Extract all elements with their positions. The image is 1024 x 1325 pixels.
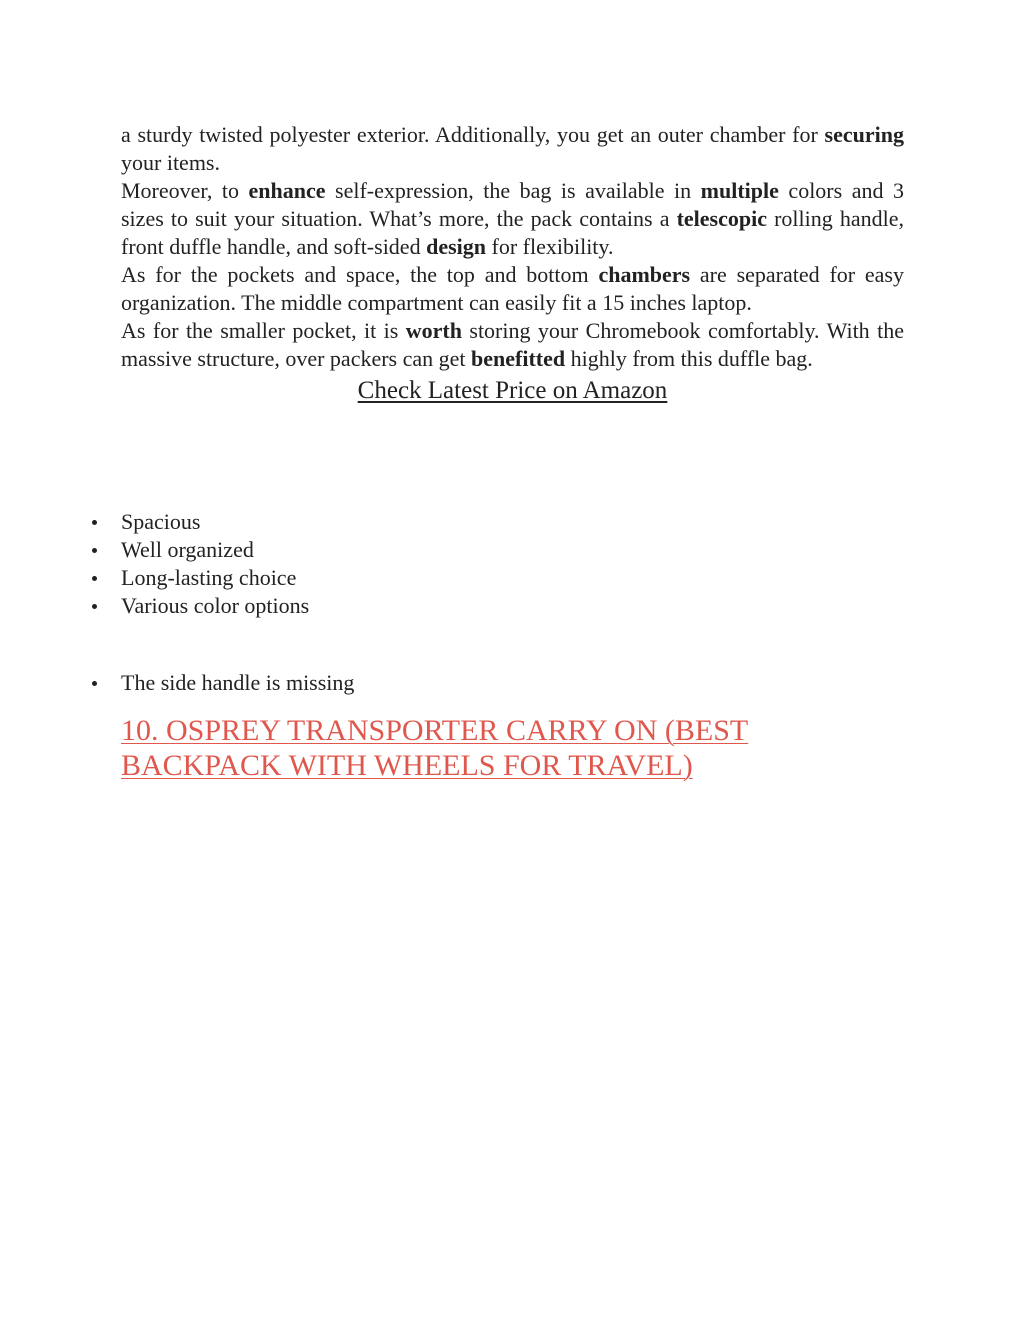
list-item: [121, 508, 904, 536]
bullet-icon: [92, 520, 97, 525]
check-price-link[interactable]: Check Latest Price on Amazon: [357, 377, 668, 404]
bold-term: securing: [824, 122, 904, 147]
bullet-icon: [92, 548, 97, 553]
product-heading-link[interactable]: 10. OSPREY TRANSPORTER CARRY ON (BEST BACKPACK WITH WHEELS FOR TRAVEL): [121, 714, 749, 782]
pros-item-label: Spacious: [121, 509, 201, 534]
bold-term: telescopic: [676, 206, 767, 231]
paragraph: [121, 317, 904, 373]
bold-term: design: [426, 234, 486, 259]
paragraph: [121, 261, 904, 317]
pros-list: [121, 508, 904, 620]
bold-term: multiple: [700, 178, 779, 203]
list-item: [121, 669, 904, 697]
text-run: for flexibility.: [486, 234, 614, 259]
text-run: are separated for easy organization. The middle compartment can easily fit a 15 inches laptop.: [121, 262, 904, 315]
bold-term: worth: [405, 318, 462, 343]
bold-term: chambers: [598, 262, 691, 287]
bullet-icon: [92, 576, 97, 581]
cta-container: [121, 377, 904, 405]
text-run: storing your Chromebook comfortably. With the massive structure, over packers can get: [121, 318, 904, 371]
text-run: self-expression, the bag is available in: [325, 178, 701, 203]
pros-item-label: Various color options: [121, 593, 310, 618]
cons-item-label: The side handle is missing: [121, 670, 355, 695]
article-body: [121, 121, 904, 405]
paragraph-group: [121, 121, 904, 373]
list-item: [121, 564, 904, 592]
text-run: rolling handle, front duffle handle, and soft-sided: [121, 206, 904, 259]
bold-term: enhance: [248, 178, 326, 203]
text-run: Moreover, to: [121, 178, 249, 203]
text-run: As for the pockets and space, the top and bottom: [121, 262, 599, 287]
text-run: a sturdy twisted polyester exterior. Additionally, you get an outer chamber for: [121, 122, 825, 147]
cons-list: [121, 669, 904, 697]
text-run: colors and 3 sizes to suit your situation. What’s more, the pack contains a: [121, 178, 904, 231]
list-item: [121, 592, 904, 620]
bold-term: benefitted: [471, 346, 566, 371]
bullet-icon: [92, 604, 97, 609]
text-run: As for the smaller pocket, it is: [121, 318, 406, 343]
pros-item-label: Long-lasting choice: [121, 565, 297, 590]
paragraph: [121, 121, 904, 177]
list-item: [121, 536, 904, 564]
text-run: your items.: [121, 150, 220, 175]
pros-item-label: Well organized: [121, 537, 254, 562]
bullet-icon: [92, 681, 97, 686]
paragraph: [121, 177, 904, 261]
text-run: highly from this duffle bag.: [565, 346, 813, 371]
